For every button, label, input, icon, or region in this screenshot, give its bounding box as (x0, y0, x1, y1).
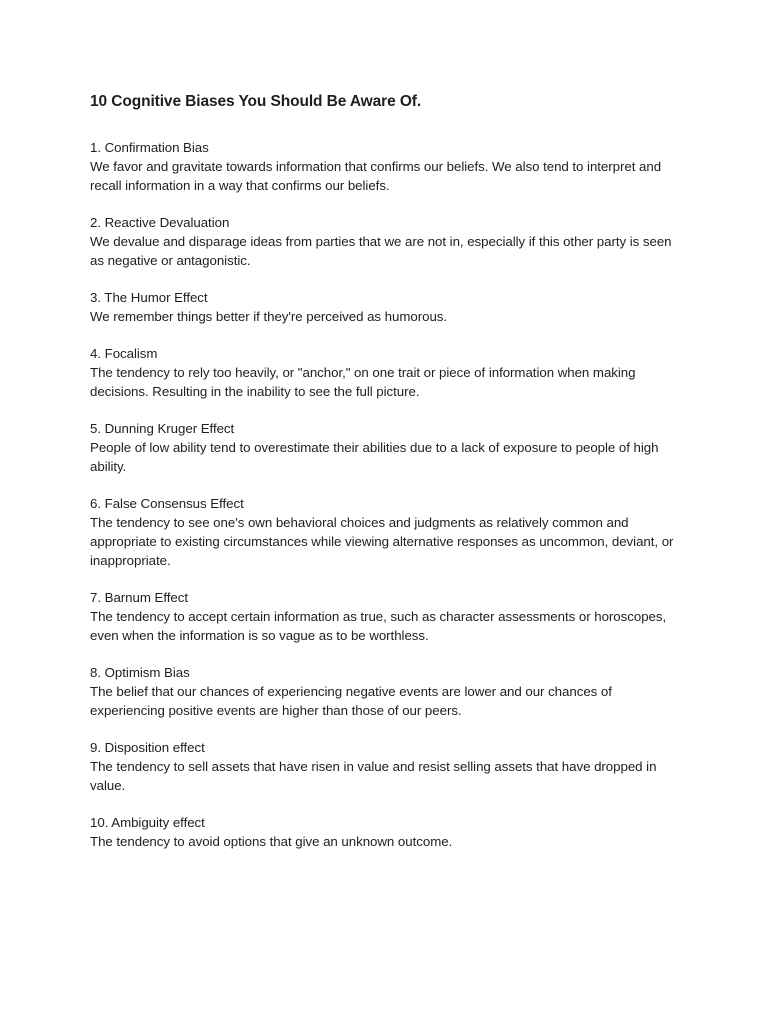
bias-description: The belief that our chances of experiencing negative events are lower and our chances of experiencing positive events are higher than those of our peers. (90, 684, 612, 718)
bias-heading: 9. Disposition effect (90, 740, 205, 755)
bias-description: We favor and gravitate towards information that confirms our beliefs. We also tend to interpret and recall information in a way that confirms our beliefs. (90, 159, 662, 193)
bias-item-8 (90, 663, 690, 720)
bias-description: The tendency to see one's own behavioral choices and judgments as relatively common and appropriate to existing circumstances while viewing alternative responses as uncommon, deviant, or inappropriate. (90, 515, 674, 568)
bias-heading: 7. Barnum Effect (90, 590, 188, 605)
bias-heading: 5. Dunning Kruger Effect (90, 421, 235, 436)
bias-heading: 1. Confirmation Bias (90, 140, 209, 155)
bias-heading: 10. Ambiguity effect (90, 815, 205, 830)
bias-item-1 (90, 138, 690, 195)
bias-description: The tendency to accept certain information as true, such as character assessments or horoscopes, even when the information is so vague as to be worthless. (90, 609, 667, 643)
bias-heading: 6. False Consensus Effect (90, 496, 244, 511)
document-page (90, 92, 690, 869)
bias-item-5 (90, 419, 690, 476)
bias-item-4 (90, 344, 690, 401)
bias-item-3 (90, 288, 690, 326)
bias-description: The tendency to rely too heavily, or "anchor," on one trait or piece of information when making decisions. Resulting in the inability to see the full picture. (90, 365, 636, 399)
bias-item-7 (90, 588, 690, 645)
bias-description: The tendency to sell assets that have risen in value and resist selling assets that have dropped in value. (90, 759, 657, 793)
bias-description: People of low ability tend to overestimate their abilities due to a lack of exposure to people of high ability. (90, 440, 659, 474)
bias-item-9 (90, 738, 690, 795)
bias-heading: 3. The Humor Effect (90, 290, 208, 305)
bias-item-2 (90, 213, 690, 270)
bias-description: We remember things better if they're perceived as humorous. (90, 309, 448, 324)
bias-heading: 2. Reactive Devaluation (90, 215, 230, 230)
bias-item-6 (90, 494, 690, 570)
bias-heading: 4. Focalism (90, 346, 158, 361)
bias-description: We devalue and disparage ideas from parties that we are not in, especially if this other party is seen as negative or antagonistic. (90, 234, 672, 268)
document-title: 10 Cognitive Biases You Should Be Aware Of. (90, 93, 422, 110)
bias-item-10 (90, 813, 690, 851)
bias-description: The tendency to avoid options that give an unknown outcome. (90, 834, 453, 849)
bias-heading: 8. Optimism Bias (90, 665, 190, 680)
